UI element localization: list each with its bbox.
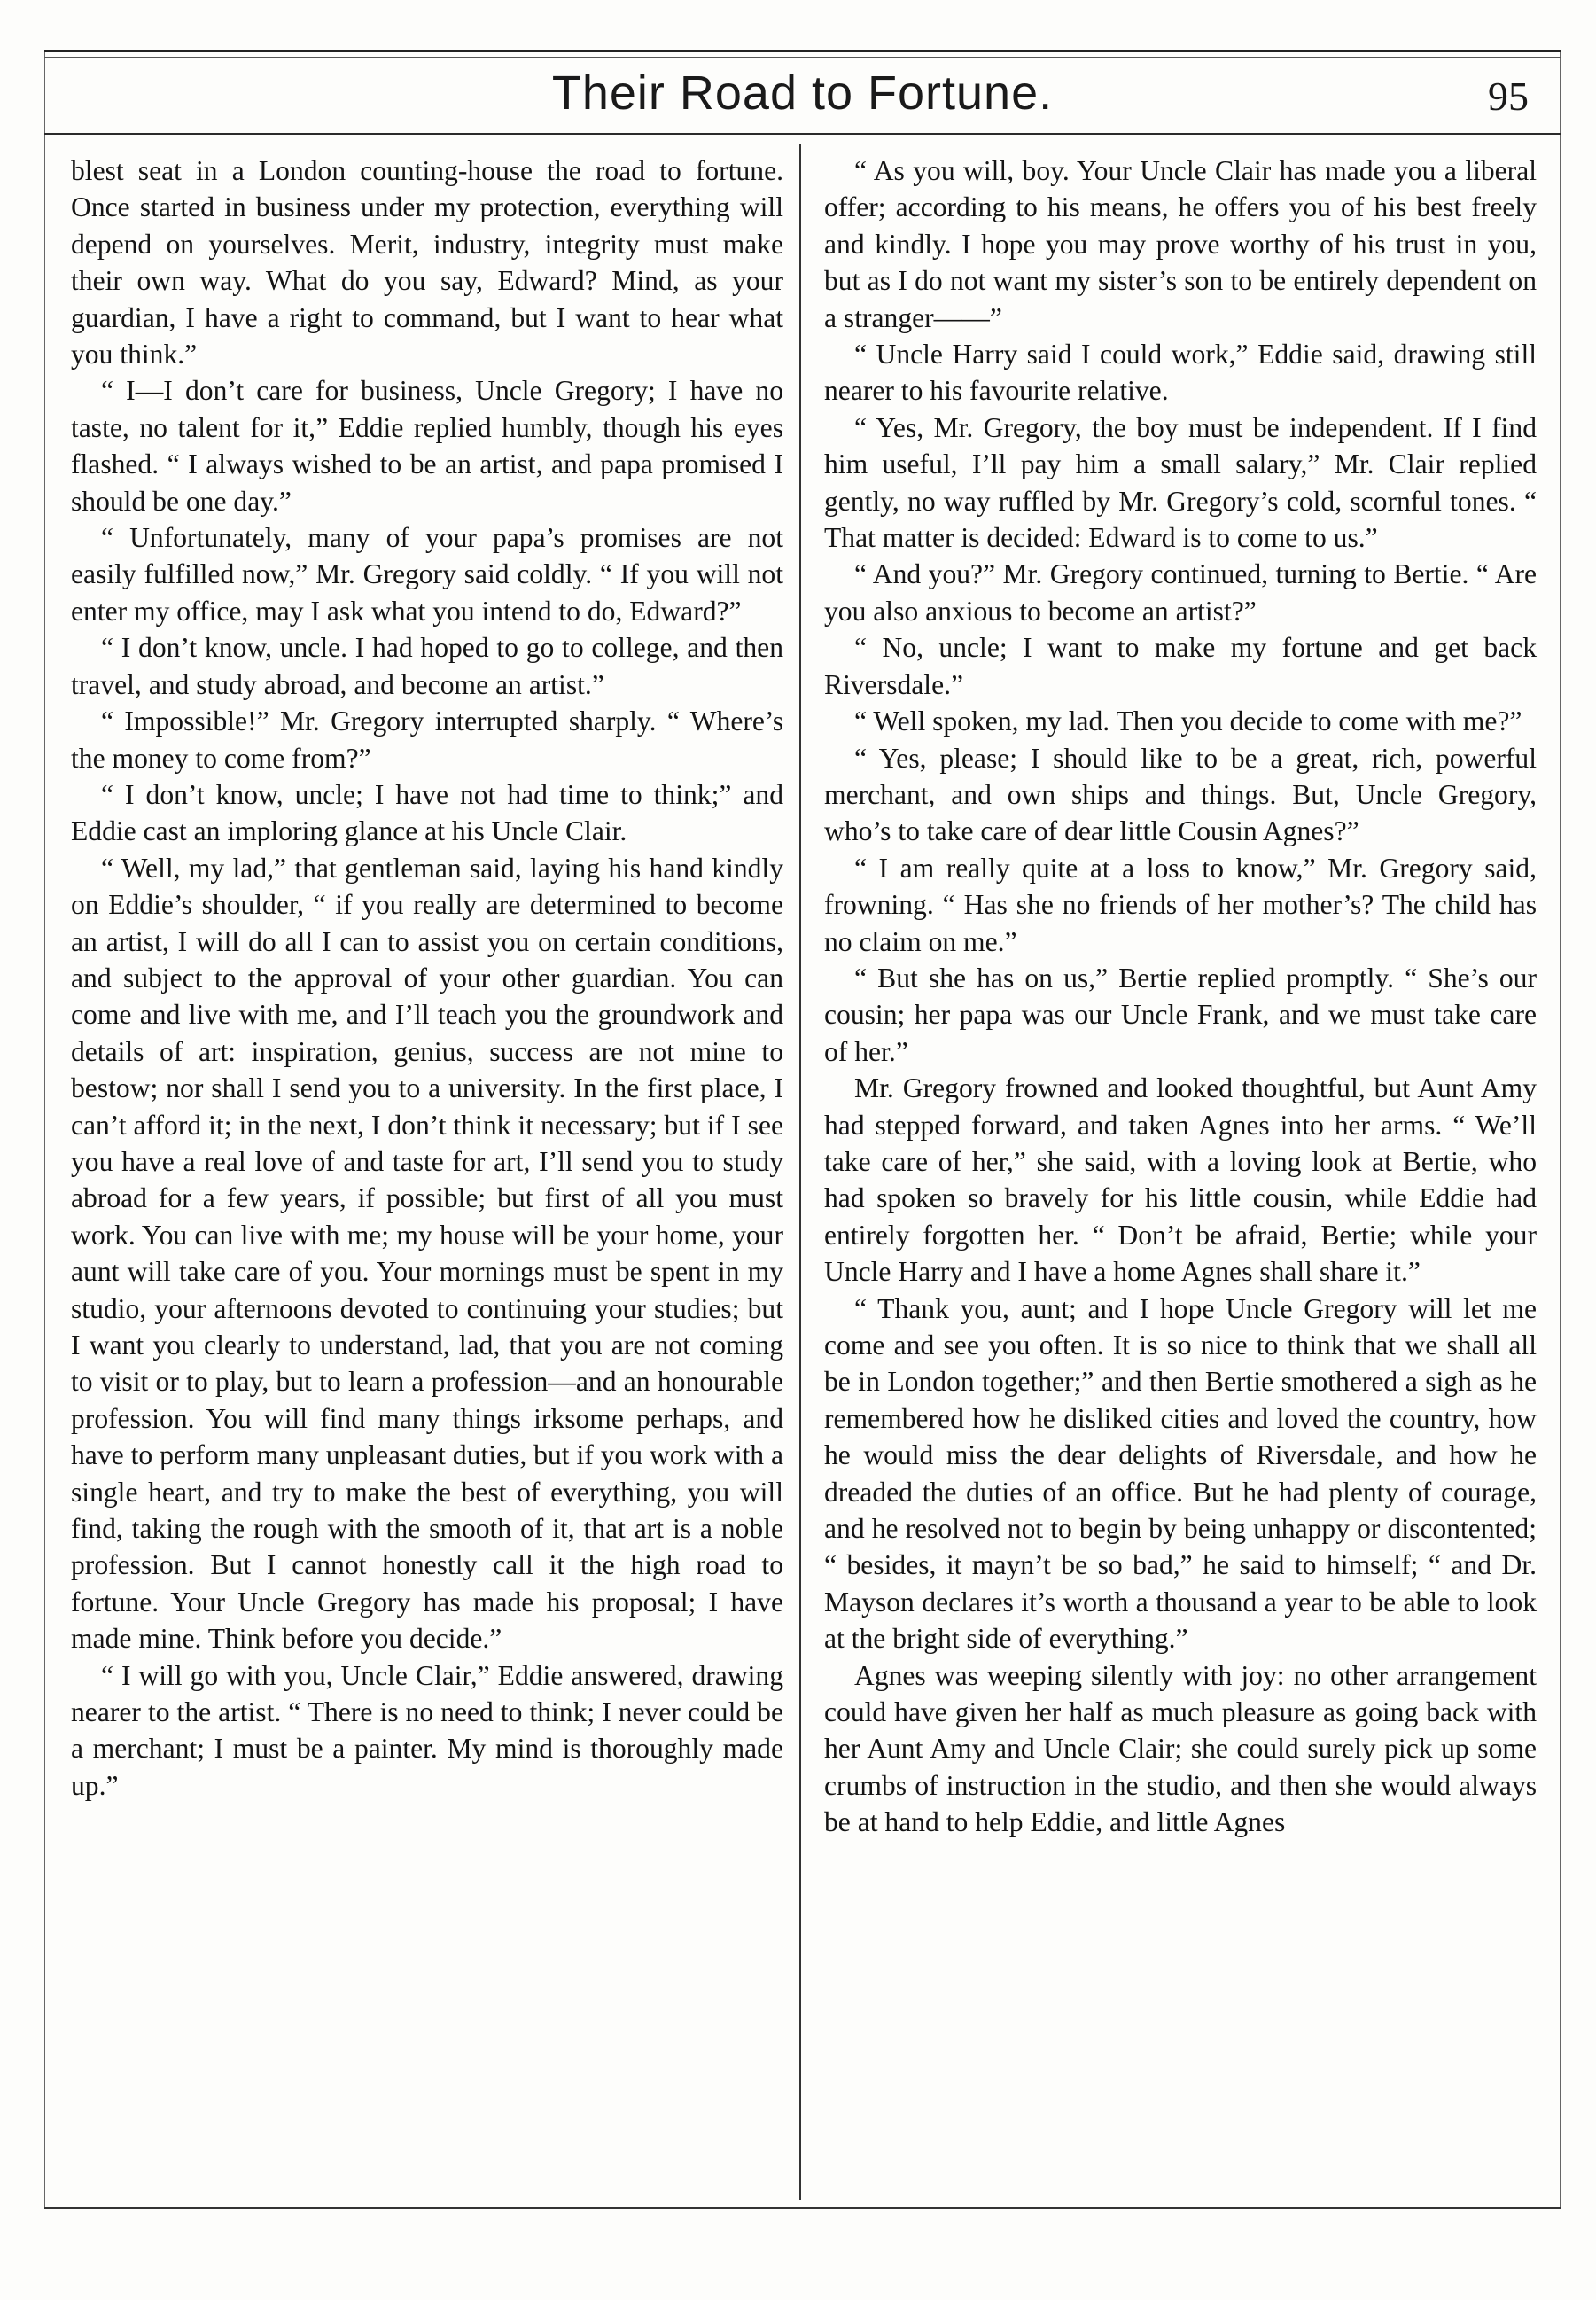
paragraph: “ Unfortunately, many of your papa’s promises are not easily fulfilled now,” Mr. Gregory said coldly. “ If you will not enter my office, may I ask what you intend to do, Edward?” bbox=[71, 522, 783, 627]
top-rule-thin bbox=[44, 57, 1561, 58]
paragraph: Agnes was weeping silently with joy: no other arrangement could have given her half as much pleasure as going back with her Aunt Amy and Uncle Clair; she could surely pick up some crumbs of instruction in the studio, and then she would always be at hand to help Eddie, and little Agnes bbox=[824, 1659, 1537, 1838]
paragraph: “ I—I don’t care for business, Uncle Gregory; I have no taste, no talent for it,” Eddie replied humbly, though his eyes flashed. “ I always wished to be an artist, and papa promised I should be one day.” bbox=[71, 375, 783, 517]
right-column bbox=[824, 152, 1537, 1841]
paragraph: “ And you?” Mr. Gregory continued, turning to Bertie. “ Are you also anxious to become an artist?” bbox=[824, 558, 1537, 627]
paragraph: Mr. Gregory frowned and looked thoughtful, but Aunt Amy had stepped forward, and taken Agnes into her arms. “ We’ll take care of her,” she said, with a loving look at Bertie, who had spoken so bravely for his little cousin, while Eddie had entirely forgotten her. “ Don’t be afraid, Bertie; while your Uncle Harry and I have a home Agnes shall share it.” bbox=[824, 1072, 1537, 1288]
paragraph: “ I don’t know, uncle; I have not had time to think;” and Eddie cast an imploring glance at his Uncle Clair. bbox=[71, 778, 783, 847]
paragraph: “ Well spoken, my lad. Then you decide to come with me?” bbox=[854, 706, 1522, 737]
paragraph: “ Yes, please; I should like to be a great, rich, powerful merchant, and own ships and things. But, Uncle Gregory, who’s to take care of dear little Cousin Agnes?” bbox=[824, 742, 1537, 847]
page-frame-left bbox=[44, 50, 45, 2209]
paragraph: “ Well, my lad,” that gentleman said, laying his hand kindly on Eddie’s shoulder, “ if you really are determined to become an artist, I will do all I can to assist you on certain conditions, and subject to the approval of your other guardian. You can come and live with me, and I’ll teach you the groundwork and details of art: inspiration, genius, success are not mine to bestow; nor shall I send you to a university. In the first place, I can’t afford it; in the next, I don’t think it necessary; but if I see you have a real love of and taste for art, I’ll send you to study abroad for a few years, if possible; but first of all you must work. You can live with me; my house will be your home, your aunt will take care of you. Your mornings must be spent in my studio, your afternoons devoted to continuing your studies; but I want you clearly to understand, lad, that you are not coming to visit or to play, but to learn a profession—and an honourable profession. You will find many things irksome perhaps, and have to perform many unpleasant duties, but if you work with a single heart, and try to make the best of everything, you will find, taking the rough with the smooth of it, that art is a noble profession. But I cannot honestly call it the high road to fortune. Your Uncle Gregory has made his proposal; I have made mine. Think before you decide.” bbox=[71, 852, 783, 1655]
page-number: 95 bbox=[1488, 74, 1529, 119]
paragraph: “ I am really quite at a loss to know,” Mr. Gregory said, frowning. “ Has she no friends of her mother’s? The child has no claim on me.” bbox=[824, 852, 1537, 957]
running-title: Their Road to Fortune. bbox=[551, 66, 1054, 120]
paragraph: “ I will go with you, Uncle Clair,” Eddie answered, drawing nearer to the artist. “ There is no need to think; I never could be a merchant; I must be a painter. My mind is thoroughly made up.” bbox=[71, 1659, 783, 1801]
column-divider bbox=[799, 144, 801, 2200]
paragraph: “ No, uncle; I want to make my fortune and get back Riversdale.” bbox=[824, 632, 1537, 700]
paragraph: “ But she has on us,” Bertie replied promptly. “ She’s our cousin; her papa was our Uncle Frank, and we must take care of her.” bbox=[824, 962, 1537, 1067]
paragraph: “ Impossible!” Mr. Gregory interrupted sharply. “ Where’s the money to come from?” bbox=[71, 706, 783, 774]
paragraph: “ As you will, boy. Your Uncle Clair has made you a liberal offer; according to his means, he offers you of his best freely and kindly. I hope you may prove worthy of his trust in you, but as I do not want my sister’s son to be entirely dependent on a stranger——” bbox=[824, 155, 1537, 333]
paragraph: “ Thank you, aunt; and I hope Uncle Gregory will let me come and see you often. It is so nice to think that we shall all be in London together;” and then Bertie smothered a sigh as he remembered how he disliked cities and loved the country, how he would miss the dear delights of Riversdale, and how he dreaded the duties of an office. But he had plenty of courage, and he resolved not to begin by being unhappy or discontented; “ besides, it mayn’t be so bad,” he said to himself; “ and Dr. Mayson declares it’s worth a thousand a year to be able to look at the bright side of everything.” bbox=[824, 1292, 1537, 1655]
page-header bbox=[44, 60, 1561, 131]
page-frame-right bbox=[1560, 50, 1561, 2209]
paragraph: “ Yes, Mr. Gregory, the boy must be independent. If I find him useful, I’ll pay him a small salary,” Mr. Clair replied gently, no way ruffled by Mr. Gregory’s cold, scornful tones. “ That matter is decided: Edward is to come to us.” bbox=[824, 411, 1537, 554]
top-rule bbox=[44, 50, 1561, 52]
paragraph: “ I don’t know, uncle. I had hoped to go to college, and then travel, and study abroad, and become an artist.” bbox=[71, 632, 783, 700]
left-column bbox=[71, 152, 783, 1804]
header-rule bbox=[44, 133, 1561, 135]
bottom-rule bbox=[44, 2207, 1561, 2209]
paragraph: blest seat in a London counting-house the road to fortune. Once started in business under my protection, everything will depend on yourselves. Merit, industry, integrity must make their own way. What do you say, Edward? Mind, as your guardian, I have a right to command, but I want to hear what you think.” bbox=[71, 155, 783, 370]
paragraph: “ Uncle Harry said I could work,” Eddie said, drawing still nearer to his favourite relative. bbox=[824, 339, 1537, 407]
